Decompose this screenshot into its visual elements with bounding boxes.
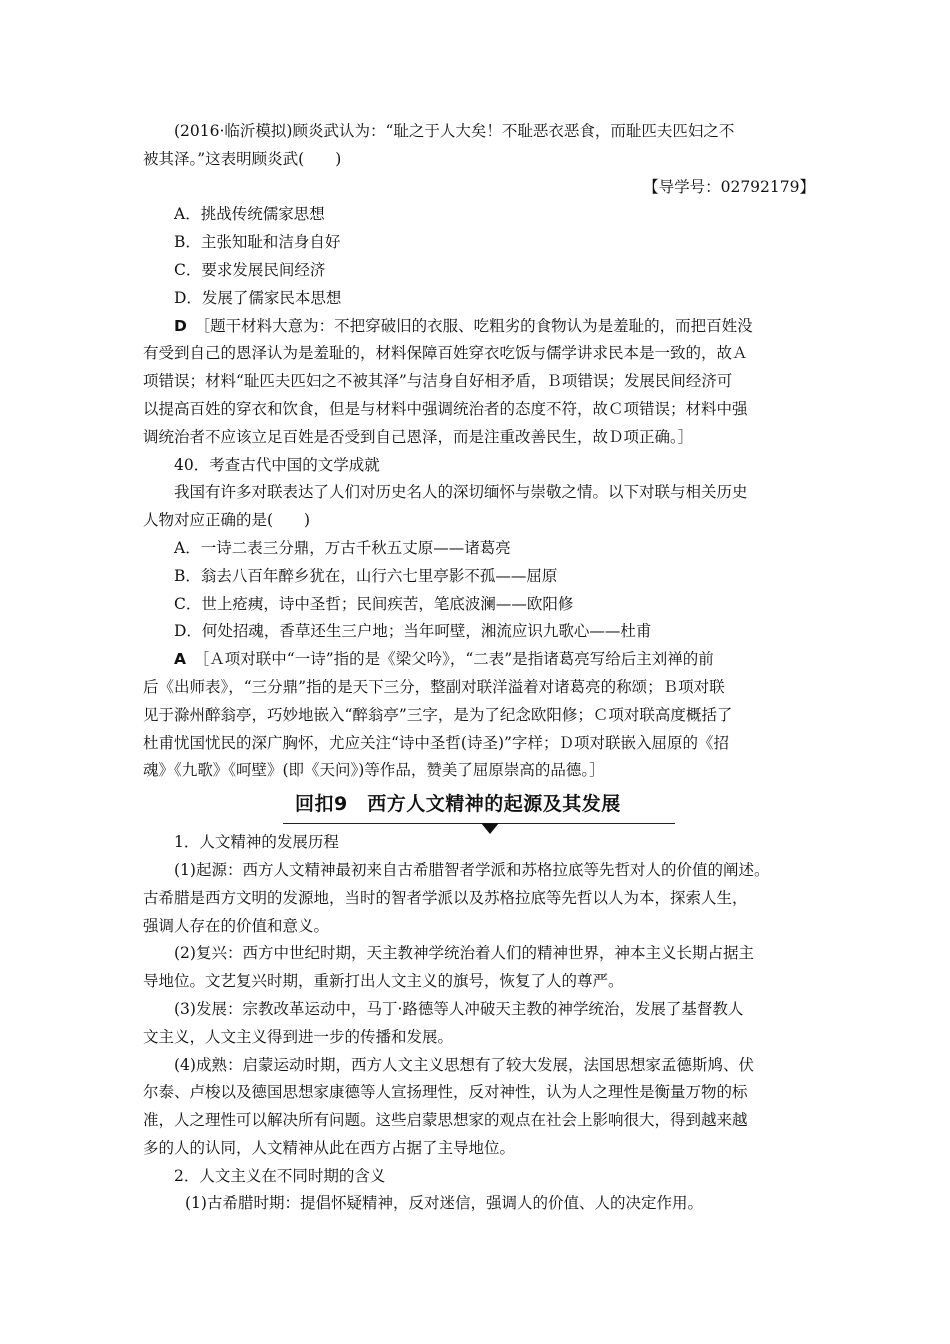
q40-option-c: C．世上疮痍，诗中圣哲；民间疾苦，笔底波澜——欧阳修 [174, 594, 574, 613]
section-p4-line3: 准，人之理性可以解决所有问题。这些启蒙思想家的观点在社会上影响很大，得到越来越 [143, 1111, 748, 1130]
q39-option-d: D．发展了儒家民本思想 [174, 288, 342, 307]
q40-answer-line5: 魂》《九歌》《呵壁》(即《天问》)等作品，赞美了屈原崇高的品德。］ [143, 761, 605, 780]
q39-stem-line2: 被其泽。”这表明顾炎武( ) [143, 149, 342, 168]
q39-answer-line4: 以提高百姓的穿衣和饮食，但是与材料中强调统治者的态度不符，故Ｃ项错误；材料中强 [143, 399, 748, 418]
section-sub2: 2．人文主义在不同时期的含义 [174, 1166, 386, 1185]
section-p3-line1: (3)发展：宗教改革运动中，马丁·路德等人冲破天主教的神学统治，发展了基督教人 [174, 999, 744, 1018]
q40-option-b: B．翁去八百年醉乡犹在，山行六七里亭影不孤——屈原 [174, 566, 558, 585]
q40-answer-line4: 杜甫忧国忧民的深广胸怀，尤应关注“诗中圣哲(诗圣)”字样；Ｄ项对联嵌入屈原的《招 [143, 733, 729, 752]
section-p3-line2: 文主义，人文主义得到进一步的传播和发展。 [143, 1027, 454, 1046]
q40-answer-line2: 后《出师表》，“三分鼎”指的是天下三分，整副对联洋溢着对诸葛亮的称颂；Ｂ项对联 [143, 677, 725, 696]
q40-answer-text: ［Ａ项对联中“一诗”指的是《梁父吟》，“二表”是指诸葛亮写给后主刘禅的前 [201, 650, 714, 669]
section-p5: (1)古希腊时期：提倡怀疑精神，反对迷信，强调人的价值、人的决定作用。 [185, 1194, 703, 1213]
section-sub1: 1．人文精神的发展历程 [174, 833, 339, 852]
q40-title: 40．考查古代中国的文学成就 [174, 455, 380, 474]
down-triangle-icon [481, 823, 499, 834]
section-p2-line1: (2)复兴：西方中世纪时期，天主教神学统治着人们的精神世界，神本主义长期占据主 [174, 944, 754, 963]
q39-answer-letter: D [174, 316, 187, 335]
q39-answer-text: ［题干材料大意为：不把穿破旧的衣服、吃粗劣的食物认为是羞耻的，而把百姓没 [202, 316, 753, 335]
q39-answer-line1 [143, 313, 815, 341]
q40-stem-line2: 人物对应正确的是( ) [143, 511, 311, 530]
q40-answer-line3: 见于滁州醉翁亭，巧妙地嵌入“醉翁亭”三字，是为了纪念欧阳修；Ｃ项对联高度概括了 [143, 705, 733, 724]
q39-answer-line5: 调统治者不应该立足百姓是否受到自己恩泽，而是注重改善民生，故Ｄ项正确。］ [143, 427, 694, 446]
q39-stem-line1: (2016·临沂模拟)顾炎武认为：“耻之于人大矣！不耻恶衣恶食，而耻匹夫匹妇之不 [174, 122, 735, 140]
q39-guide-number: 【导学号：02792179】 [643, 177, 815, 196]
section-p4-line2: 尔泰、卢梭以及德国思想家康德等人宣扬理性，反对神性，认为人之理性是衡量万物的标 [143, 1083, 748, 1102]
q40-answer-letter: A [174, 650, 186, 669]
section-heading [143, 789, 815, 829]
section-heading-text: 回扣9 西方人文精神的起源及其发展 [295, 793, 621, 816]
q39-option-b: B．主张知耻和洁身自好 [174, 233, 341, 252]
q40-stem-line1: 我国有许多对联表达了人们对历史名人的深切缅怀与崇敬之情。以下对联与相关历史 [174, 483, 748, 502]
page-content [143, 118, 815, 1218]
section-p1-line3: 强调人存在的价值和意义。 [143, 916, 330, 935]
q39-answer-line2: 有受到自己的恩泽认为是羞耻的，材料保障百姓穿衣吃饭与儒学讲求民本是一致的，故Ａ [143, 344, 748, 363]
q39-option-c: C．要求发展民间经济 [174, 260, 326, 279]
q39-option-a: A．挑战传统儒家思想 [174, 205, 325, 224]
section-p2-line2: 导地位。文艺复兴时期，重新打出人文主义的旗号，恢复了人的尊严。 [143, 972, 624, 991]
q40-option-a: A．一诗二表三分鼎，万古千秋五丈原——诸葛亮 [174, 538, 511, 557]
q40-answer-line1 [143, 646, 815, 674]
section-heading-underline [283, 823, 675, 824]
section-p1-line1: (1)起源：西方人文精神最初来自古希腊智者学派和苏格拉底等先哲对人的价值的阐述。 [174, 860, 770, 879]
q39-answer-line3: 项错误；材料“耻匹夫匹妇之不被其泽”与洁身自好相矛盾，Ｂ项错误；发展民间经济可 [143, 372, 733, 391]
section-p4-line4: 多的人的认同，人文精神从此在西方占据了主导地位。 [143, 1138, 516, 1157]
q40-option-d: D．何处招魂，香草还生三户地；当年呵壁，湘流应识九歌心——杜甫 [174, 622, 652, 641]
section-p4-line1: (4)成熟：启蒙运动时期，西方人文主义思想有了较大发展，法国思想家孟德斯鸠、伏 [174, 1055, 754, 1074]
section-p1-line2: 古希腊是西方文明的发源地，当时的智者学派以及苏格拉底等先哲以人为本，探索人生， [143, 888, 748, 907]
